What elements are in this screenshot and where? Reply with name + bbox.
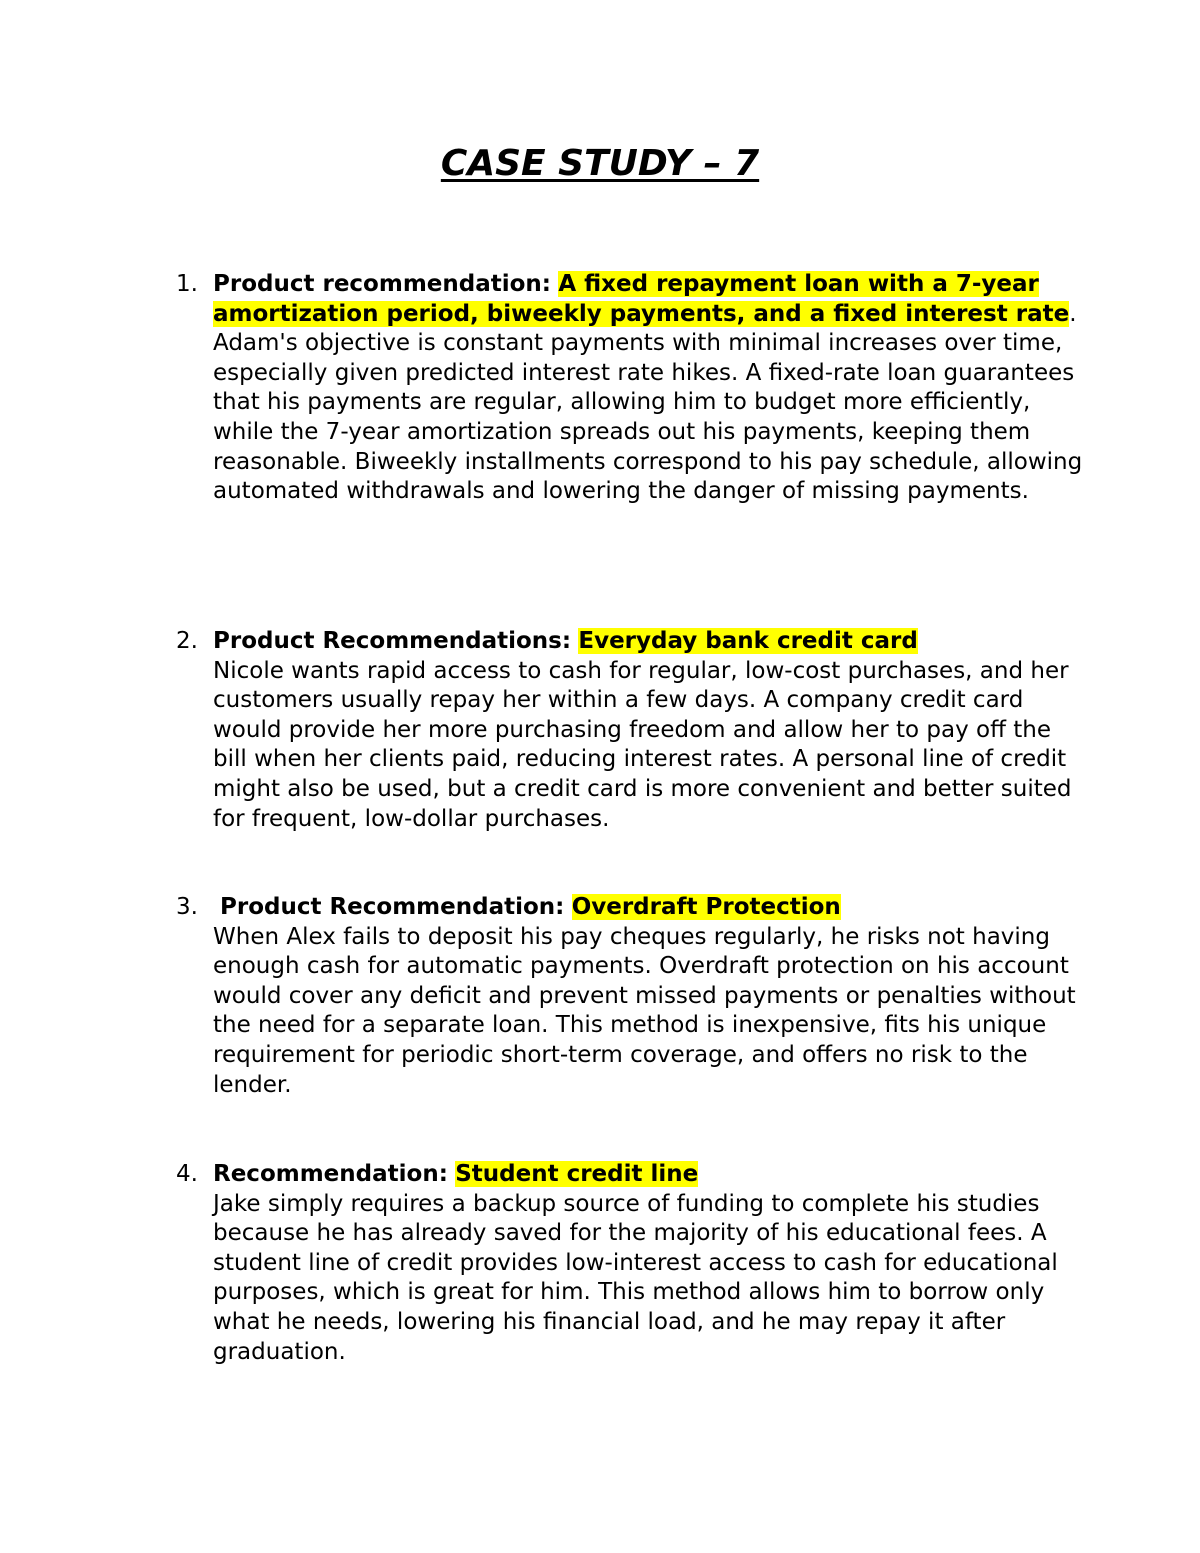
recommendation-highlight: Student credit line (455, 1161, 699, 1187)
recommendation-highlight: A fixed repayment loan with a 7-year amortization period, biweekly payments, and a fixed interest rate (213, 271, 1070, 327)
list-item-number: 3. (176, 894, 198, 920)
recommendation-label: Recommendation: (213, 1161, 448, 1187)
list-item (176, 270, 1083, 507)
list-item (176, 893, 1076, 1100)
recommendation-paragraph: When Alex fails to deposit his pay cheques regularly, he risks not having enough cash for automatic payments. Overdraft protection on his account would cover any deficit and prevent missed payments or penalties without the need for a separate loan. This method is inexpensive, fits his unique requirement for periodic short-term coverage, and offers no risk to the lender. (213, 923, 1076, 1098)
recommendation-paragraph: Nicole wants rapid access to cash for regular, low-cost purchases, and her customers usually repay her within a few days. A company credit card would provide her more purchasing freedom and allow her to pay off the bill when her clients paid, reducing interest rates. A personal line of credit might also be used, but a credit card is more convenient and better suited for frequent, low-dollar purchases. (213, 657, 1072, 832)
page-title: CASE STUDY – 7 (440, 143, 760, 184)
recommendation-label: Product recommendation: (213, 271, 551, 297)
list-item (176, 627, 1076, 834)
recommendation-paragraph: Jake simply requires a backup source of funding to complete his studies because he has already saved for the majority of his educational fees. A student line of credit provides low-interest access to cash for educational purposes, which is great for him. This method allows him to borrow only what he needs, lowering his financial load, and he may repay it after graduation. (213, 1190, 1058, 1365)
list-item-body (213, 1160, 1083, 1367)
list-item-body (213, 893, 1090, 1100)
recommendation-label: Product Recommendation: (220, 894, 565, 920)
list-item-number: 2. (176, 628, 198, 654)
list-item-number: 4. (176, 1161, 198, 1187)
recommendation-highlight: Overdraft Protection (571, 894, 841, 920)
recommendation-paragraph: Adam's objective is constant payments with minimal increases over time, especially given predicted interest rate hikes. A fixed-rate loan guarantees that his payments are regular, allowing him to budget more efficiently, while the 7-year amortization spreads out his payments, keeping them reasonable. Biweekly installments correspond to his pay schedule, allowing automated withdrawals and lowering the danger of missing payments. (213, 330, 1083, 505)
recommendation-label: Product Recommendations: (213, 628, 572, 654)
recommendation-highlight: Everyday bank credit card (578, 628, 918, 654)
list-item-body (213, 270, 1083, 507)
recommendation-highlight-suffix: . (1069, 300, 1077, 327)
list-item (176, 1160, 1076, 1367)
list-item-number: 1. (176, 271, 198, 297)
list-item-body (213, 627, 1083, 834)
